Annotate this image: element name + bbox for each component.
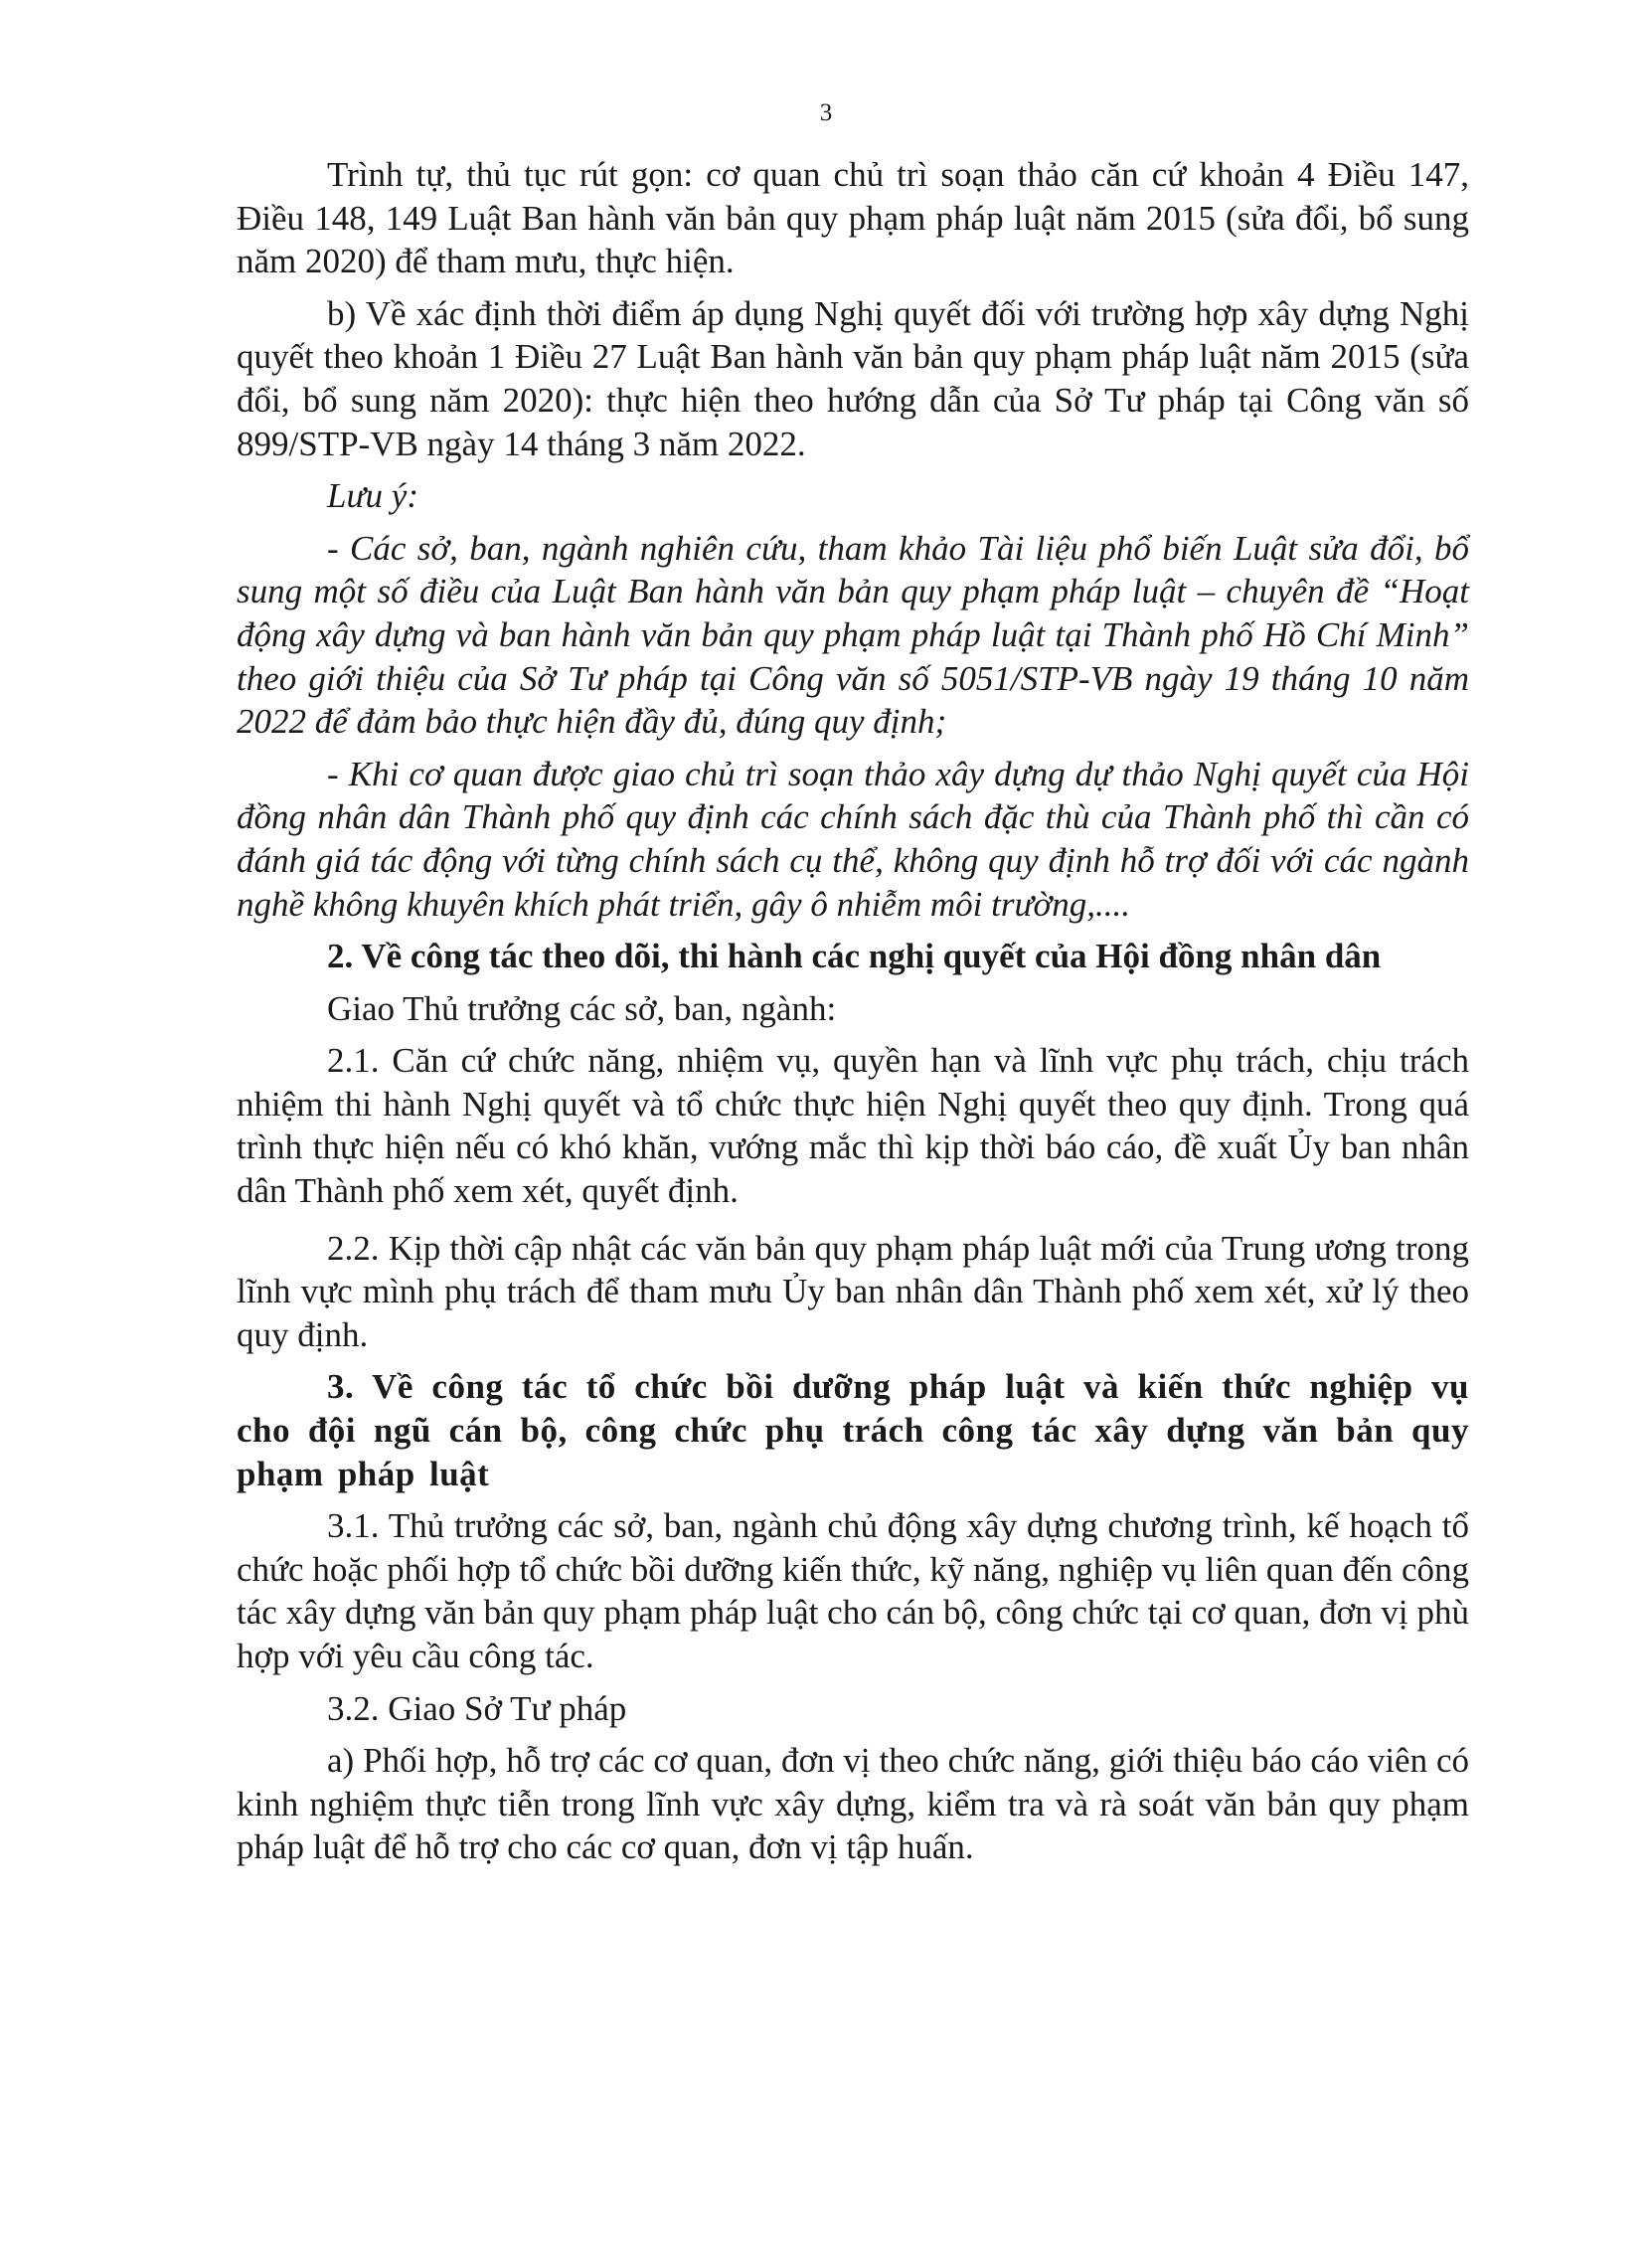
note-item-1: - Các sở, ban, ngành nghiên cứu, tham khảo Tài liệu phổ biến Luật sửa đổi, bổ sung một số điều của Luật Ban hành văn bản quy phạm pháp luật – chuyên đề “Hoạt động xây dựng và ban hành văn bản quy phạm pháp luật tại Thành phố Hồ Chí Minh” theo giới thiệu của Sở Tư pháp tại Công văn số 5051/STP-VB ngày 19 tháng 10 năm 2022 để đảm bảo thực hiện đầy đủ, đúng quy định; xyxy=(237,528,1469,742)
page-number: 3 xyxy=(819,99,833,126)
paragraph-3-1: 3.1. Thủ trưởng các sở, ban, ngành chủ động xây dựng chương trình, kế hoạch tổ chức hoặc phối hợp tổ chức bồi dưỡng kiến thức, kỹ năng, nghiệp vụ liên quan đến công tác xây dựng văn bản quy phạm pháp luật cho cán bộ, công chức tại cơ quan, đơn vị phù hợp với yêu cầu công tác. xyxy=(237,1506,1469,1675)
paragraph-2-2: 2.2. Kịp thời cập nhật các văn bản quy phạm pháp luật mới của Trung ương trong lĩnh vực mình phụ trách để tham mưu Ủy ban nhân dân Thành phố xem xét, xử lý theo quy định. xyxy=(237,1228,1469,1354)
section-heading-3: 3. Về công tác tổ chức bồi dưỡng pháp luật và kiến thức nghiệp vụ cho đội ngũ cán bộ, công chức phụ trách công tác xây dựng văn bản quy phạm pháp luật xyxy=(237,1367,1469,1493)
paragraph-2-1: 2.1. Căn cứ chức năng, nhiệm vụ, quyền hạn và lĩnh vực phụ trách, chịu trách nhiệm thi hành Nghị quyết và tổ chức thực hiện Nghị quyết theo quy định. Trong quá trình thực hiện nếu có khó khăn, vướng mắc thì kịp thời báo cáo, đề xuất Ủy ban nhân dân Thành phố xem xét, quyết định. xyxy=(237,1041,1469,1211)
paragraph-3-2-a: a) Phối hợp, hỗ trợ các cơ quan, đơn vị theo chức năng, giới thiệu báo cáo viên có kinh nghiệm thực tiễn trong lĩnh vực xây dựng, kiểm tra và rà soát văn bản quy phạm pháp luật để hỗ trợ cho các cơ quan, đơn vị tập huấn. xyxy=(237,1741,1469,1867)
paragraph-3-2: 3.2. Giao Sở Tư pháp xyxy=(327,1688,627,1728)
note-item-2: - Khi cơ quan được giao chủ trì soạn thảo xây dựng dự thảo Nghị quyết của Hội đồng nhân dân Thành phố quy định các chính sách đặc thù của Thành phố thì cần có đánh giá tác động với từng chính sách cụ thể, không quy định hỗ trợ đối với các ngành nghề không khuyên khích phát triển, gây ô nhiễm môi trường,.... xyxy=(237,754,1469,924)
paragraph-procedure: Trình tự, thủ tục rút gọn: cơ quan chủ trì soạn thảo căn cứ khoản 4 Điều 147, Điều 148, 149 Luật Ban hành văn bản quy phạm pháp luật năm 2015 (sửa đổi, bổ sung năm 2020) để tham mưu, thực hiện. xyxy=(237,155,1469,281)
paragraph-item-b: b) Về xác định thời điểm áp dụng Nghị quyết đối với trường hợp xây dựng Nghị quyết theo khoản 1 Điều 27 Luật Ban hành văn bản quy phạm pháp luật năm 2015 (sửa đổi, bổ sung năm 2020): thực hiện theo hướng dẫn của Sở Tư pháp tại Công văn số 899/STP-VB ngày 14 tháng 3 năm 2022. xyxy=(237,293,1469,463)
paragraph-assignment: Giao Thủ trưởng các sở, ban, ngành: xyxy=(327,988,837,1028)
section-heading-2: 2. Về công tác theo dõi, thi hành các nghị quyết của Hội đồng nhân dân xyxy=(327,937,1382,976)
note-label: Lưu ý: xyxy=(327,476,418,516)
document-body xyxy=(237,153,1469,1869)
